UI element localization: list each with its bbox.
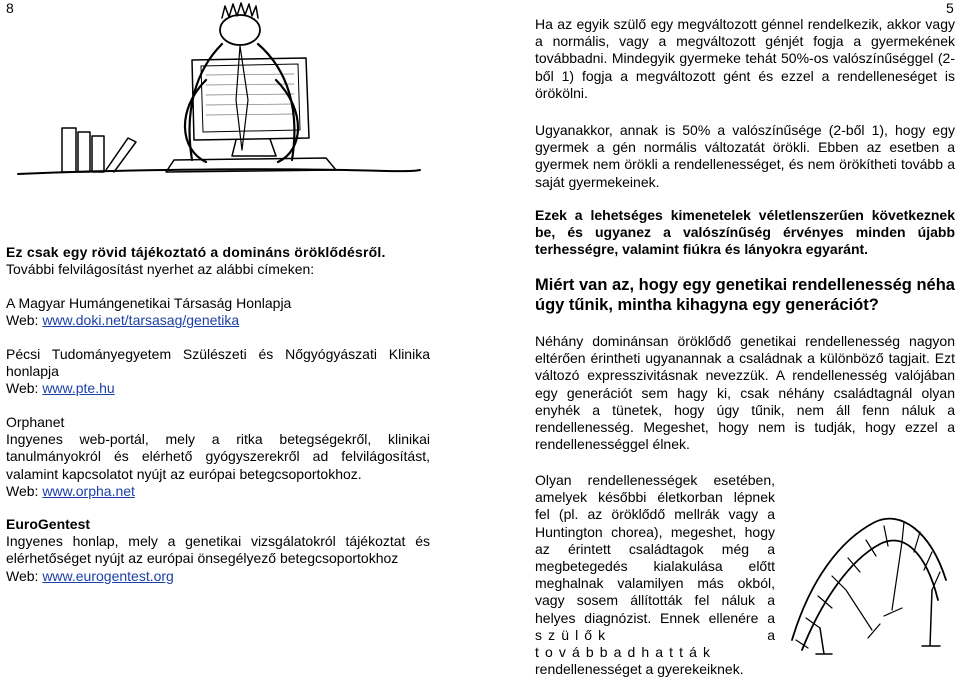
- paragraph-inheritance: Ha az egyik szülő egy megváltozott génnel rendelkezik, akkor vagy a normális, vagy a megváltozott génjét fogja a gyermekének továbbadni. Mindegyik gyermeke tehát 50%-os valószínűséggel (2-ből 1) fogja a megváltozott gént és ezzel a rendelleneséget is örökölni.: [535, 16, 955, 101]
- intro-line-2: További felvilágosítást nyerhet az alábbi címeken:: [6, 261, 315, 278]
- page-number-right: 5: [946, 0, 954, 16]
- resource-title: EuroGentest: [6, 516, 91, 532]
- paragraph-normal-gene: Ugyanakkor, annak is 50% a valószínűsége (2-ből 1), hogy egy gyermek a gén normális változatát örökli. Ebben az esetben a gyermek nem örökli a rendellenességet, és nem örökítheti tovább a saját gyermekeinek.: [535, 122, 955, 190]
- resource-entry: [6, 295, 430, 329]
- resource-link[interactable]: www.eurogentest.org: [42, 567, 174, 584]
- text-line: megbetegedés kialakulása előtt: [535, 558, 775, 575]
- person-at-computer-illustration: [6, 0, 430, 182]
- resource-entry: [6, 516, 430, 585]
- web-label: Web:: [6, 380, 43, 397]
- web-label: Web:: [6, 312, 43, 329]
- paragraph-expressivity: Néhány dominánsan öröklődő genetikai rendellenesség nagyon eltérően érintheti ugyanannak a családnak a különböző tagjait. Ezt változó expresszivitásnak nevezzük. A rendellenesség valójában egy generációt sem hagy ki, csak néhány családtagnál olyan enyhék a tünetek, hogy úgy tűnik, nem áll fenn náluk a rendellenesség. Megeshet, hogy nem is tudják, hogy ezzel a rendellenességgel élnek.: [535, 333, 955, 453]
- resource-web: [6, 380, 430, 397]
- web-label: Web:: [6, 482, 43, 499]
- resource-link[interactable]: www.doki.net/tarsasag/genetika: [42, 312, 240, 329]
- helix-illustration: [780, 500, 955, 658]
- text-line: [535, 627, 775, 661]
- resource-description: Ingyenes honlap, mely a genetikai vizsgálatokról tájékoztat és elérhetőséget nyújt az európai önsegélyező betegcsoportokhoz: [6, 533, 430, 567]
- resource-title: Pécsi Tudományegyetem Szülészeti és Nőgyógyászati Klinika honlapja: [6, 346, 430, 380]
- text-line: az érintett családtagok még a: [535, 540, 775, 557]
- spaced-text: szülők továbbadhatták: [535, 626, 717, 661]
- text-line: meghalnak valamilyen más okból,: [535, 575, 775, 592]
- resource-description: Ingyenes web-portál, mely a ritka betegségekről, klinikai tanulmányokról és elérhető gyógyszerekről ad felvilágosítást, valamint kapcsolatot nyújt az európai betegcsoportokhoz.: [6, 431, 430, 482]
- paragraph-late-onset: [535, 472, 775, 678]
- resource-entry: [6, 346, 430, 398]
- page-number-left: 8: [6, 0, 14, 16]
- web-label: Web:: [6, 567, 43, 584]
- resource-link[interactable]: www.pte.hu: [42, 380, 115, 397]
- text-line: Olyan rendellenességek esetében,: [535, 472, 775, 488]
- resource-entry: [6, 414, 430, 500]
- intro-line-1: Ez csak egy rövid tájékoztató a domináns öröklődésről.: [6, 244, 386, 260]
- text-line: helyes diagnózist. Ennek ellenére a: [535, 609, 775, 626]
- text-line: Huntington chorea), megeshet, hogy: [535, 523, 775, 540]
- intro-text: [6, 244, 430, 278]
- resource-web: [6, 568, 430, 585]
- resource-web: [6, 312, 430, 329]
- paragraph-outcomes: Ezek a lehetséges kimenetelek véletlenszerűen következnek be, és ugyanez a valószínűség érvényes minden újabb terhességre, valamint fiúkra és lányokra egyaránt.: [535, 207, 955, 258]
- section-heading: Miért van az, hogy egy genetikai rendellenesség néha úgy tűnik, mintha kihagyna egy generációt?: [535, 276, 955, 314]
- resource-title: A Magyar Humángenetikai Társaság Honlapja: [6, 295, 292, 311]
- text-line: fel (pl. az öröklődő mellrák vagy a: [535, 506, 775, 523]
- text-line: amelyek későbbi életkorban lépnek: [535, 489, 775, 506]
- text-line: vagy sosem állították fel náluk a: [535, 592, 775, 609]
- text-fragment: a: [767, 626, 775, 643]
- resource-web: [6, 483, 430, 500]
- text-line: rendellenességet a gyerekeiknek.: [535, 661, 744, 678]
- resource-title: Orphanet: [6, 414, 65, 430]
- resource-link[interactable]: www.orpha.net: [42, 482, 135, 499]
